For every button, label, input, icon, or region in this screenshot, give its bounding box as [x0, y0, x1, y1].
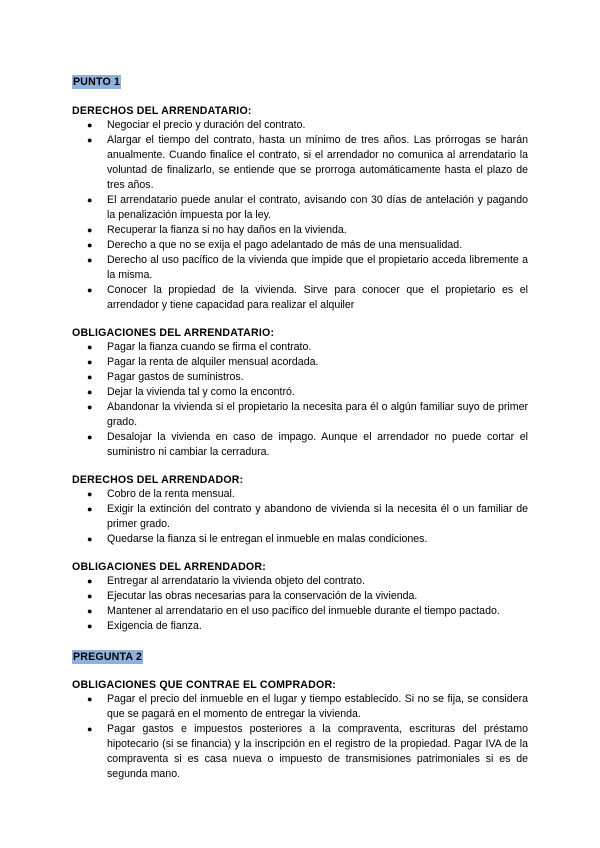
- list-item: ● Pagar la fianza cuando se firma el contrato.: [87, 341, 312, 353]
- bullet-list: [72, 574, 528, 634]
- bullet-icon: ●: [87, 372, 93, 382]
- list-item: ● El arrendatario puede anular el contrato, avisando con 30 días de antelación y pagando la penalización impuesta por la ley.: [87, 194, 528, 221]
- list-item: ● Pagar el precio del inmueble en el lugar y tiempo establecido. Si no se fija, se considera que se pagará en el momento de entregar la vivienda.: [87, 693, 528, 720]
- bullet-icon: ●: [87, 606, 93, 616]
- section-heading: OBLIGACIONES DEL ARRENDADOR:: [72, 561, 266, 573]
- bullet-icon: ●: [87, 432, 93, 442]
- bullet-list: [72, 340, 528, 460]
- section-pregunta-2: [72, 647, 528, 665]
- bullet-icon: ●: [87, 591, 93, 601]
- bullet-icon: ●: [87, 402, 93, 412]
- bullet-icon: ●: [87, 225, 93, 235]
- section-heading: OBLIGACIONES DEL ARRENDATARIO:: [72, 327, 275, 339]
- bullet-icon: ●: [87, 195, 93, 205]
- bullet-icon: ●: [87, 255, 93, 265]
- section-obligaciones-arrendador: [72, 560, 528, 634]
- section-obligaciones-arrendatario: [72, 326, 528, 460]
- list-item: ● Pagar gastos e impuestos posteriores a la compraventa, escrituras del préstamo hipotecario (si se financia) y la inscripción en el registro de la propiedad. Pagar IVA de la compraventa si es casa nueva o impuesto de transmisiones patrimoniales si es de segunda mano.: [87, 723, 528, 780]
- list-item: ● Ejecutar las obras necesarias para la conservación de la vivienda.: [87, 590, 418, 602]
- section-derechos-arrendador: [72, 473, 528, 547]
- list-item: ● Abandonar la vivienda si el propietario la necesita para él o algún familiar suyo de primer grado.: [87, 401, 528, 428]
- list-item: ● Quedarse la fianza si le entregan el inmueble en malas condiciones.: [87, 533, 428, 545]
- pregunta-2-label: PREGUNTA 2: [73, 651, 143, 663]
- bullet-list: [72, 118, 528, 313]
- bullet-list: [72, 487, 528, 547]
- section-heading: DERECHOS DEL ARRENDADOR:: [72, 474, 244, 486]
- section-punto-1: [72, 72, 528, 90]
- list-item: ● Mantener al arrendatario en el uso pacífico del inmueble durante el tiempo pactado.: [87, 605, 500, 617]
- bullet-icon: ●: [87, 342, 93, 352]
- bullet-icon: ●: [87, 240, 93, 250]
- list-item: ● Derecho a que no se exija el pago adelantado de más de una mensualidad.: [87, 239, 463, 251]
- list-item: ● Pagar la renta de alquiler mensual acordada.: [87, 356, 319, 368]
- bullet-icon: ●: [87, 120, 93, 130]
- list-item: ● Cobro de la renta mensual.: [87, 488, 235, 500]
- section-heading: OBLIGACIONES QUE CONTRAE EL COMPRADOR:: [72, 679, 337, 691]
- list-item: ● Pagar gastos de suministros.: [87, 371, 244, 383]
- list-item: ● Negociar el precio y duración del contrato.: [87, 119, 306, 131]
- list-item: ● Exigencia de fianza.: [87, 620, 202, 632]
- bullet-icon: ●: [87, 694, 93, 704]
- list-item: ● Exigir la extinción del contrato y abandono de vivienda si la necesita él o un familiar de primer grado.: [87, 503, 528, 530]
- section-obligaciones-comprador: [72, 678, 528, 782]
- bullet-icon: ●: [87, 724, 93, 734]
- section-derechos-arrendatario: [72, 104, 528, 313]
- bullet-icon: ●: [87, 387, 93, 397]
- list-item: ● Entregar al arrendatario la vivienda objeto del contrato.: [87, 575, 365, 587]
- list-item: ● Derecho al uso pacífico de la vivienda que impide que el propietario acceda libremente a la misma.: [87, 254, 528, 281]
- list-item: ● Recuperar la fianza si no hay daños en la vivienda.: [87, 224, 347, 236]
- punto-1-label: PUNTO 1: [73, 76, 121, 88]
- bullet-icon: ●: [87, 576, 93, 586]
- list-item: ● Conocer la propiedad de la vivienda. Sirve para conocer que el propietario es el arrendador y tiene capacidad para realizar el alquiler: [87, 284, 528, 311]
- list-item: ● Dejar la vivienda tal y como la encontró.: [87, 386, 295, 398]
- section-heading: DERECHOS DEL ARRENDATARIO:: [72, 105, 252, 117]
- bullet-icon: ●: [87, 285, 93, 295]
- bullet-icon: ●: [87, 489, 93, 499]
- bullet-icon: ●: [87, 504, 93, 514]
- bullet-list: [72, 692, 528, 782]
- bullet-icon: ●: [87, 135, 93, 145]
- bullet-icon: ●: [87, 621, 93, 631]
- list-item: ● Alargar el tiempo del contrato, hasta un mínimo de tres años. Las prórrogas se harán anualmente. Cuando finalice el contrato, si el arrendador no comunica al arrendatario la voluntad de finalizarlo, se entiende que se prorroga automáticamente hasta el plazo de tres años.: [87, 134, 528, 191]
- list-item: ● Desalojar la vivienda en caso de impago. Aunque el arrendador no puede cortar el suministro ni cambiar la cerradura.: [87, 431, 528, 458]
- bullet-icon: ●: [87, 357, 93, 367]
- bullet-icon: ●: [87, 534, 93, 544]
- document-page: [72, 72, 528, 782]
